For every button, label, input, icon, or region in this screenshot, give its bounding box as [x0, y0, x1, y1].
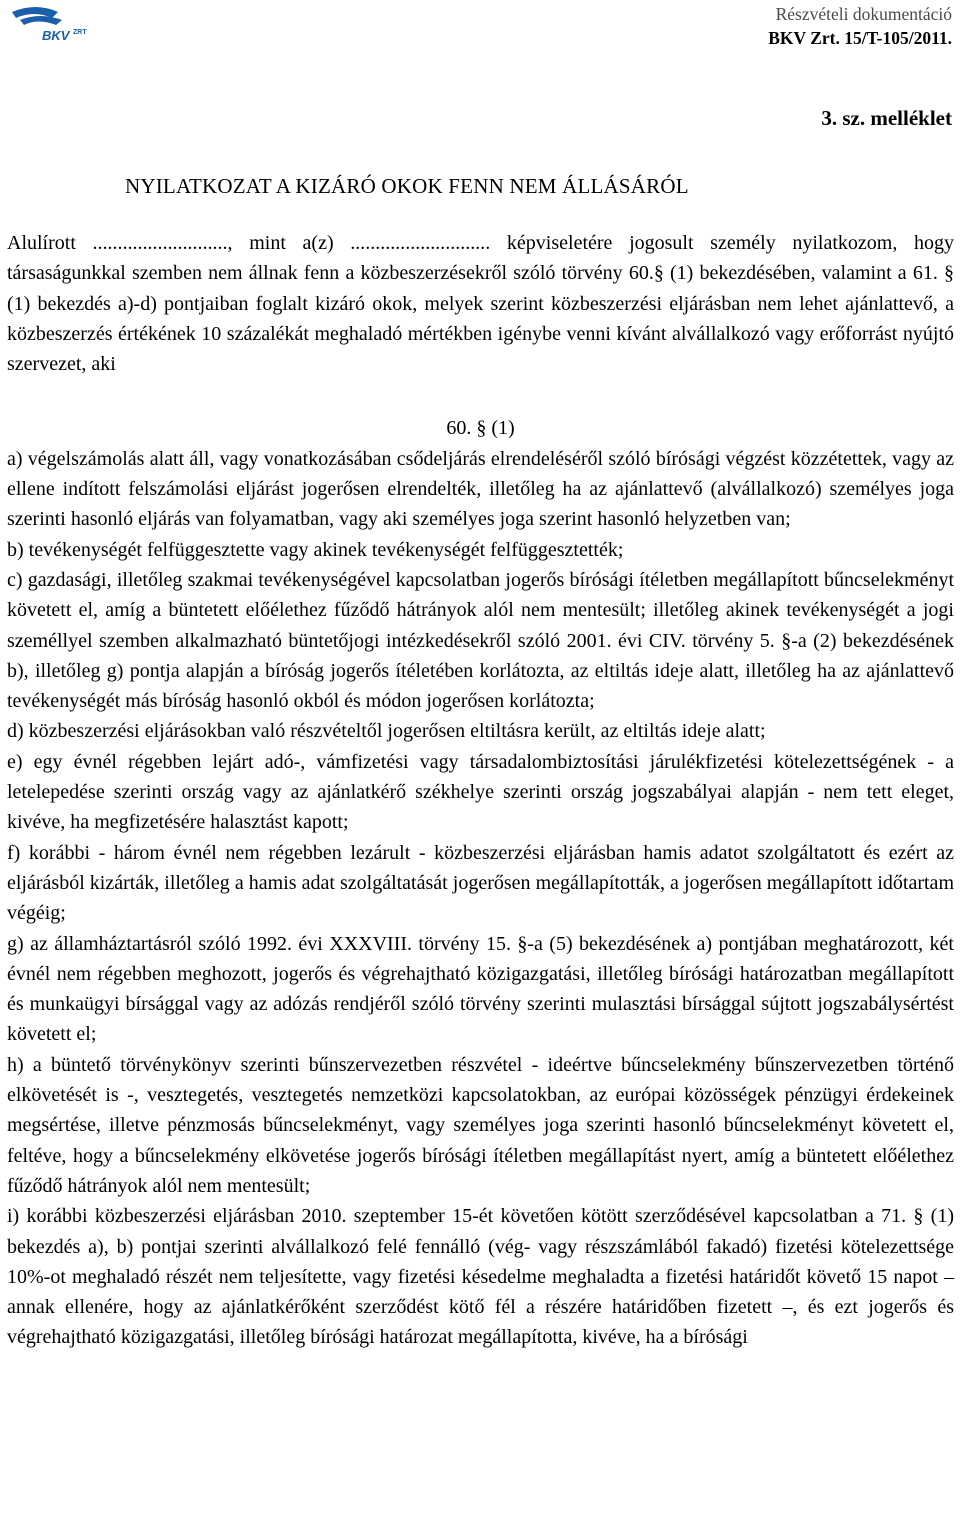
doc-type: Részvételi dokumentáció	[775, 4, 952, 24]
doc-reference: BKV Zrt. 15/T-105/2011.	[768, 28, 952, 48]
list-item-i: i) korábbi közbeszerzési eljárásban 2010. szeptember 15-ét követően kötött szerződésével kapcsolatban a 71. § (1) bekezdés a), b) pontjai szerinti alvállalkozó felé fennálló (vég- vagy részszámlából fakadó) fizetési kötelezettsége 10%-ot meghaladó részét nem teljesítette, vagy fizetési késedelme meghaladta a fizetési határidőt követő 15 napot – annak ellenére, hogy az ajánlatkérőként szerződést kötő fél a részére határidőben fizetett –, és ezt jogerős és végrehajtható közigazgatási, illetőleg bírósági határozat megállapította, kivéve, ha a bírósági	[7, 1205, 954, 1349]
list-item-c: c) gazdasági, illetőleg szakmai tevékenységével kapcsolatban jogerős bírósági ítéletben megállapított bűncselekményt követett el, amíg a büntetett előélethez fűződő hátrányok alól nem mentesült; illetőleg akinek tevékenységét a jogi személlyel szemben alkalmazható büntetőjogi intézkedésekről szóló 2001. évi CIV. törvény 5. §-a (2) bekezdésének b), illetőleg g) pontja alapján a bíróság jogerős ítéletében korlátozta, az eltiltás ideje alatt, illetőleg ha az ajánlattevő tevékenységét más bíróság hasonló okból és módon jogerősen korlátozta;	[7, 568, 954, 713]
annex-label: 3. sz. melléklet	[821, 106, 952, 130]
list-item-e: e) egy évnél régebben lejárt adó-, vámfizetési vagy társadalombiztosítási járulékfizetési kötelezettségének - a letelepedése szerinti ország vagy az ajánlatkérő székhelye szerinti ország jogszabályai alapján - nem tett eleget, kivéve, ha megfizetésére halasztást kapott;	[7, 750, 954, 834]
intro-paragraph: Alulírott ..........................., mint a(z) ............................ képviseletére jogosult személy nyilatkozom, hogy társaságunkkal szemben nem állnak fenn a közbeszerzésekről szóló törvény 60.§ (1) bekezdésében, valamint a 61. § (1) bekezdés a)-d) pontjaiban foglalt kizáró okok, melyek szerint közbeszerzési eljárásban nem lehet ajánlattevő, a közbeszerzés értékének 10 százalékát meghaladó mértékben igénybe venni kívánt alvállalkozó vagy erőforrást nyújtó szervezet, aki	[7, 232, 954, 376]
list-item-b: b) tevékenységét felfüggesztette vagy akinek tevékenységét felfüggesztették;	[7, 538, 624, 561]
list-item-g: g) az államháztartásról szóló 1992. évi XXXVIII. törvény 15. §-a (5) bekezdésének a) pontjában meghatározott, két évnél nem régebben meghozott, jogerős és végrehajtható közigazgatási, illetőleg bírósági határozatban megállapított és munkaügyi bírsággal vagy az adózás rendjéről szóló törvény szerinti mulasztási bírsággal sújtott jogszabálysértést követett el;	[7, 932, 954, 1046]
list-item-a: a) végelszámolás alatt áll, vagy vonatkozásában csődeljárás elrendeléséről szóló bírósági végzést közzétettek, vagy az ellene indított felszámolási eljárást jogerősen elrendelték, illetőleg ha az ajánlattevő (alvállalkozó) személyes joga szerinti hasonló eljárás van folyamatban, vagy aki személyes joga szerint hasonló helyzetben van;	[7, 447, 954, 531]
list-item-h: h) a büntető törvénykönyv szerinti bűnszervezetben részvétel - ideértve bűncselekmény bűnszervezetben történő elkövetését is -, vesztegetés, vesztegetés nemzetközi kapcsolatokban, az európai közösségek pénzügyi érdekeinek megsértése, illetve pénzmosás bűncselekményt, vagy személyes joga szerinti hasonló bűncselekményt követett el, feltéve, hogy a bűncselekmény elkövetése jogerős bírósági ítéletben megállapítást nyert, amíg a büntetett előélethez fűződő hátrányok alól nem mentesült;	[7, 1053, 954, 1197]
svg-text:BKV: BKV	[42, 28, 70, 43]
list-item-d: d) közbeszerzési eljárásokban való részvételtől jogerősen eltiltásra került, az eltiltás ideje alatt;	[7, 720, 766, 743]
document-title: NYILATKOZAT A KIZÁRÓ OKOK FENN NEM ÁLLÁSÁRÓL	[125, 174, 689, 198]
section-heading: 60. § (1)	[446, 417, 515, 440]
document-header	[768, 2, 952, 50]
document-body	[7, 228, 954, 1353]
svg-text:ZRT: ZRT	[73, 29, 87, 36]
bkv-logo	[6, 4, 116, 46]
list-item-f: f) korábbi - három évnél nem régebben lezárult - közbeszerzési eljárásban hamis adatot szolgáltatott és ezért az eljárásból kizárták, illetőleg a hamis adat szolgáltatását jogerősen megállapították, a jogerősen megállapított időtartam végéig;	[7, 841, 954, 925]
